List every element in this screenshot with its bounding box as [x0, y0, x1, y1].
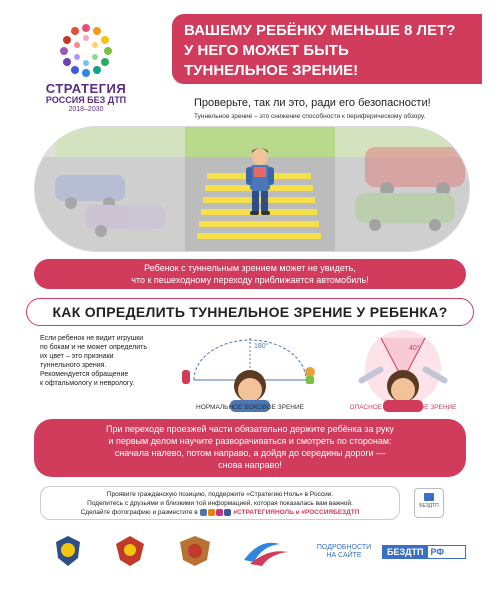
advice-line-1: При переходе проезжей части обязательно держите ребёнка за руку: [106, 424, 394, 434]
logo-emblem-icon: [51, 20, 121, 80]
eagle-emblem-icon: [114, 534, 146, 568]
advice-line-3: сначала налево, потом направо, а дойдя до середины дороги —: [114, 448, 386, 458]
tunnel-vision-diagram: [333, 326, 473, 412]
strategy-logo: [26, 20, 146, 120]
how-to-line-3: их цвет – это признаки: [40, 353, 114, 360]
share-box: [40, 486, 400, 520]
footer: [0, 528, 500, 578]
logo-title: СТРАТЕГИЯ: [45, 81, 127, 96]
how-to-line-2: по бокам и не может определить: [40, 344, 147, 351]
facebook-icon[interactable]: [224, 509, 231, 516]
details-label-line-2: НА САЙТЕ: [326, 552, 362, 559]
road-safety-logo-icon: [240, 534, 298, 568]
details-label: [316, 544, 372, 560]
qr-logo-icon: [424, 493, 434, 501]
how-to-line-4: туннельного зрения.: [40, 362, 107, 369]
social-icons: [200, 508, 232, 517]
vk-icon[interactable]: [200, 509, 207, 516]
danger-angle-label: 40°: [409, 345, 420, 352]
advice-line-2: и первым делом научите разворачиваться и смотреть по сторонам:: [108, 436, 392, 446]
advice-line-4: снова направо!: [218, 460, 282, 470]
ministry-emblem-icon: [52, 534, 84, 568]
intro-question: Проверьте, так ли это, ради его безопасности!: [194, 97, 431, 109]
headline-line-2: У НЕГО МОЖЕТ БЫТЬ: [184, 42, 349, 59]
toy-right-icon: [305, 367, 315, 384]
instagram-icon[interactable]: [216, 509, 223, 516]
ok-icon[interactable]: [208, 509, 215, 516]
normal-angle-label: 180°: [254, 343, 269, 350]
crosswalk-illustration: [34, 126, 470, 252]
warning-banner: [34, 259, 466, 289]
share-hashtags[interactable]: #СТРАТЕГИЯНОЛЬ и #РОССИЯБЕЗДТП: [233, 509, 360, 516]
warning-line-2: что к пешеходному переходу приближается автомобиль!: [131, 275, 369, 285]
traffic-police-emblem-icon: [178, 534, 212, 568]
share-line-3: [41, 508, 399, 517]
how-to-text: [40, 334, 170, 388]
normal-vision-caption: НОРМАЛЬНОЕ БОКОВОЕ ЗРЕНИЕ: [196, 404, 304, 411]
how-to-line-5: Рекомендуется обращение: [40, 371, 129, 378]
website-name: БЕЗДТП: [383, 546, 428, 558]
warning-line-1: Ребенок с туннельным зрением может не увидеть,: [144, 263, 356, 273]
website-domain: РФ: [430, 547, 445, 557]
logo-years: 2018–2030: [68, 106, 104, 113]
logo-subtitle: РОССИЯ БЕЗ ДТП: [45, 95, 127, 105]
share-line-3-prefix: Сделайте фотографию и разместите в: [80, 509, 198, 516]
qr-code[interactable]: [414, 488, 444, 518]
qr-label: БЕЗДТП: [419, 503, 439, 509]
toy-left-icon: [182, 370, 190, 384]
advice-banner: [34, 419, 466, 477]
headline-line-1: ВАШЕМУ РЕБЁНКУ МЕНЬШЕ 8 ЛЕТ?: [184, 22, 456, 39]
intro-definition: Туннельное зрение – это снижение способности к периферическому обзору.: [194, 113, 426, 120]
section-title: КАК ОПРЕДЕЛИТЬ ТУННЕЛЬНОЕ ЗРЕНИЕ У РЕБЕНКА?: [26, 298, 474, 326]
intro-block: [194, 96, 484, 121]
how-to-line-1: Если ребенок не видит игрушки: [40, 335, 144, 342]
share-line-2: Поделитесь с друзьями и близкими той информацией, которая показалась вам важной.: [87, 500, 353, 507]
normal-vision-diagram: [180, 326, 320, 412]
details-label-line-1: ПОДРОБНОСТИ: [316, 544, 372, 551]
how-to-line-6: к офтальмологу и неврологу.: [40, 380, 135, 387]
headline-banner: [172, 14, 482, 84]
tunnel-vision-caption: ОПАСНОЕ ТУННЕЛЬНОЕ ЗРЕНИЕ: [349, 404, 457, 411]
website-link[interactable]: [382, 545, 466, 559]
headline-line-3: ТУННЕЛЬНОЕ ЗРЕНИЕ!: [184, 62, 359, 79]
share-line-1: Проявите гражданскую позицию, поддержите «Стратегию Ноль» в России.: [106, 491, 334, 498]
